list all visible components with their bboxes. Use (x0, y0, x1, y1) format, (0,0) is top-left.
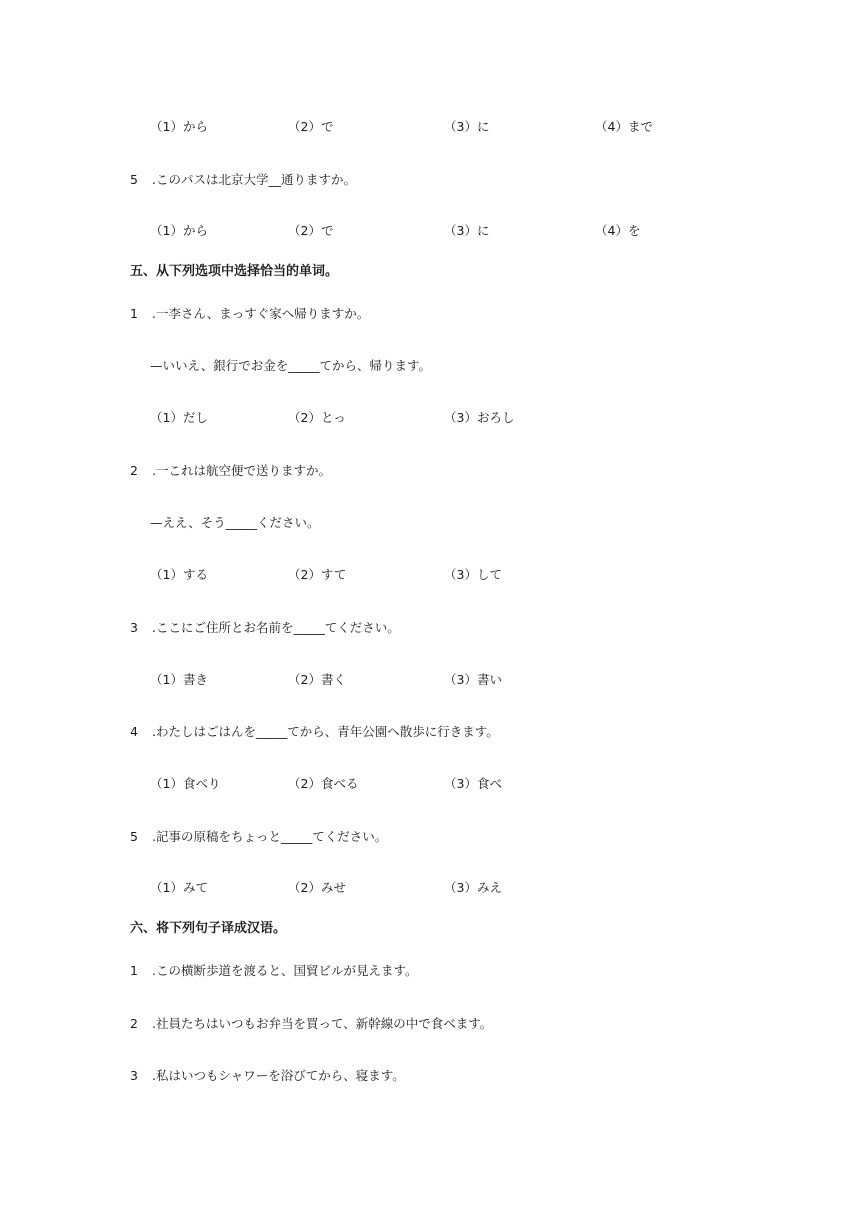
option-4: （4）まで (595, 119, 653, 134)
option-3: （3）書い (444, 672, 502, 687)
section-6-heading: 六、将下列句子译成汉语。 (130, 921, 287, 936)
question-text: .ここにご住所とお名前を_____てください。 (152, 620, 400, 635)
option-1: （1）する (150, 567, 208, 582)
option-1: （1）書き (150, 672, 208, 687)
question-text: .この横断歩道を渡ると、国貿ビルが見えます。 (152, 963, 418, 978)
option-1: （1）から (150, 223, 208, 238)
option-1: （1）から (150, 119, 208, 134)
s6-question-3 (130, 1068, 405, 1084)
s6-question-2 (130, 1016, 492, 1032)
option-3: （3）みえ (444, 880, 502, 895)
question-text: .わたしはごはんを_____てから、青年公園へ散歩に行きます。 (152, 724, 499, 739)
option-3: （3）おろし (444, 410, 515, 425)
question-number: 5 (130, 829, 138, 844)
s5-question-4 (130, 724, 499, 740)
s5-q1-response: —いいえ、銀行でお金を_____てから、帰ります。 (150, 358, 432, 373)
option-2: （2）とっ (288, 410, 346, 425)
option-2: （2）で (288, 119, 334, 134)
question-text: .一李さん、まっすぐ家へ帰りますか。 (152, 306, 370, 321)
option-4: （4）を (595, 223, 641, 238)
question-5 (130, 172, 356, 188)
question-text: .記事の原稿をちょっと_____てください。 (152, 829, 388, 844)
section-5-heading: 五、从下列选项中选择恰当的单词。 (130, 264, 339, 279)
s5-question-5 (130, 829, 387, 845)
option-2: （2）書く (288, 672, 346, 687)
s5-question-3 (130, 620, 400, 636)
option-2: （2）で (288, 223, 334, 238)
question-number: 5 (130, 172, 138, 187)
s6-question-1 (130, 963, 417, 979)
question-number: 2 (130, 463, 138, 478)
question-text: .私はいつもシャワーを浴びてから、寝ます。 (152, 1068, 405, 1083)
option-3: （3）食べ (444, 776, 502, 791)
option-1: （1）みて (150, 880, 208, 895)
question-number: 1 (130, 306, 138, 321)
question-number: 2 (130, 1016, 138, 1031)
question-number: 1 (130, 963, 138, 978)
question-text: .このパスは北京大学__通りますか。 (152, 172, 356, 187)
option-2: （2）みせ (288, 880, 346, 895)
option-3: （3）して (444, 567, 502, 582)
option-2: （2）食べる (288, 776, 359, 791)
question-text: .社員たちはいつもお弁当を買って、新幹線の中で食べます。 (152, 1016, 493, 1031)
question-number: 4 (130, 724, 138, 739)
s5-q2-response: —ええ、そう_____ください。 (150, 515, 320, 530)
option-3: （3）に (444, 119, 490, 134)
question-text: .一これは航空便で送りますか。 (152, 463, 331, 478)
option-2: （2）すて (288, 567, 347, 582)
question-number: 3 (130, 1068, 138, 1083)
option-1: （1）食べり (150, 776, 221, 791)
option-3: （3）に (444, 223, 490, 238)
option-1: （1）だし (150, 410, 208, 425)
s5-question-1 (130, 306, 369, 322)
s5-question-2 (130, 463, 331, 479)
question-number: 3 (130, 620, 138, 635)
